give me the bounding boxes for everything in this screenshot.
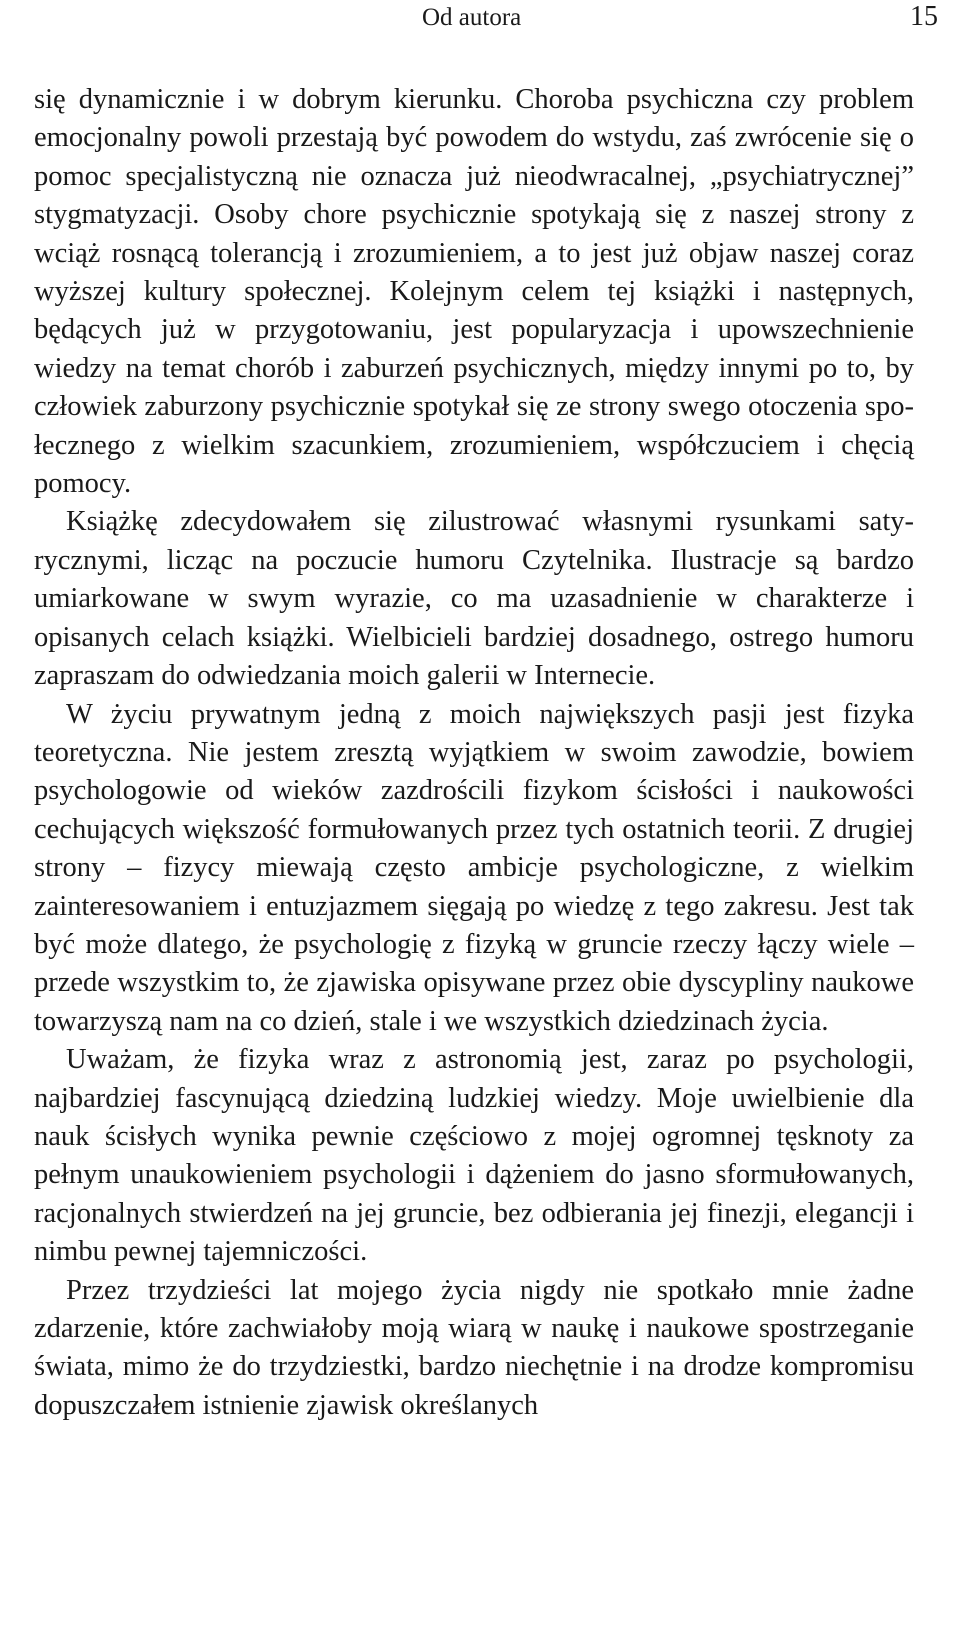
body-text <box>34 81 914 1425</box>
running-header <box>0 0 960 34</box>
paragraph: W życiu prywatnym jedną z moich największych pasji jest fizyka teoretyczna. Nie jestem zresztą wyjątkiem w swoim zawodzie, bowiem psychologowie od wieków zazdrościli fizykom ścisłości i naukowości cechujących większość formułowanych przez tych ostatnich teorii. Z drugiej strony – fizycy miewają często ambicje psychologiczne, z wielkim zainteresowaniem i entuzjazmem sięgają po wiedzę z tego zakresu. Jest tak być może dlatego, że psychologię z fizyką w gruncie rzeczy łączy wiele – przede wszystkim to, że zjawiska opisywane przez obie dyscypliny naukowe towarzyszą nam na co dzień, stale i we wszystkich dziedzinach życia. <box>34 698 914 1037</box>
paragraph: Uważam, że fizyka wraz z astronomią jest, zaraz po psychologii, najbardziej fascynującą dziedziną ludzkiej wiedzy. Moje uwielbienie dla nauk ścisłych wynika pewnie częściowo z mojej ogromnej tęsknoty za pełnym unaukowieniem psychologii i dążeniem do jasno sformułowanych, racjonalnych stwierdzeń na jej gruncie, bez odbierania jej finezji, elegancji i nimbu pewnej tajemniczości. <box>34 1044 914 1268</box>
page-number: 15 <box>910 1 938 32</box>
section-title: Od autora <box>422 4 522 31</box>
paragraph: Przez trzydzieści lat mojego życia nigdy nie spotkało mnie żadne zdarzenie, które zachwiałoby moją wiarą w naukę i naukowe spostrzeganie świata, mimo że do trzydziestki, bardzo niechętnie i na drodze kompromisu dopuszczałem istnienie zjawisk określanych <box>34 1274 914 1421</box>
paragraph: się dynamicznie i w dobrym kierunku. Choroba psychiczna czy problem emocjonalny powoli przestają być powodem do wstydu, zaś zwrócenie się o pomoc specjalistyczną nie oznacza już nieodwracalnej, „psychiatrycznej” stygmatyzacji. Osoby chore psychicznie spotykają się z naszej strony z wciąż rosnącą tolerancją i zrozumieniem, a to jest już objaw naszej coraz wyższej kultury społecznej. Kolejnym celem tej książki i następnych, będących już w przygotowaniu, jest popularyzacja i upowszechnienie wiedzy na temat chorób i zaburzeń psychicznych, między innymi po to, by człowiek zaburzony psychicznie spotykał się ze strony swego otoczenia społecznego z wielkim szacunkiem, zrozumieniem, współczuciem i chęcią pomocy. <box>34 84 914 500</box>
paragraph: Książkę zdecydowałem się zilustrować własnymi rysunkami satyrycznymi, licząc na poczucie humoru Czytelnika. Ilustracje są bardzo umiarkowane w swym wyrazie, co ma uzasadnienie w charakterze i opisanych celach książki. Wielbicieli bardziej dosadnego, ostrego humoru zapraszam do odwiedzania moich galerii w Internecie. <box>34 506 914 692</box>
